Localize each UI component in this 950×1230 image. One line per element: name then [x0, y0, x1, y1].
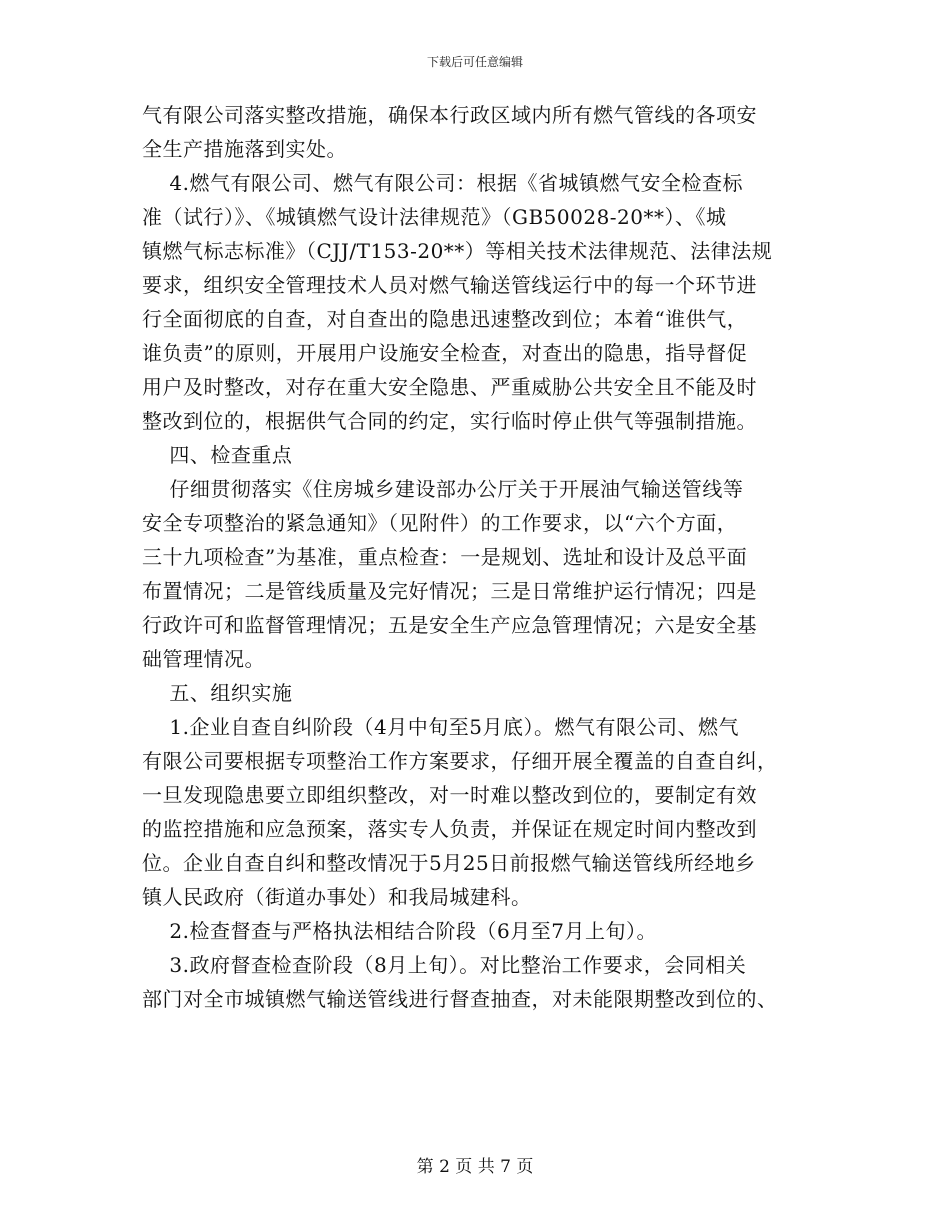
text-line: 的监控措施和应急预案，落实专人负责，并保证在规定时间内整改到: [142, 817, 757, 841]
text-line: 全生产措施落到实处。: [142, 137, 347, 161]
text-line: 用户及时整改，对存在重大安全隐患、严重威胁公共安全且不能及时: [142, 375, 757, 399]
text-line: 4.燃气有限公司、燃气有限公司：根据《省城镇燃气安全检查标: [142, 171, 744, 195]
text-line: 准（试行）》、《城镇燃气设计法律规范》（GB50028-20**）、《城: [142, 205, 727, 229]
text-line: 谁负责”的原则，开展用户设施安全检查，对查出的隐患，指导督促: [142, 341, 748, 365]
text-line: 位。企业自查自纠和整改情况于5月25日前报燃气输送管线所经地乡: [142, 851, 756, 875]
text-line: 气有限公司落实整改措施，确保本行政区域内所有燃气管线的各项安: [142, 103, 757, 127]
page-header: 下载后可任意编辑: [426, 55, 523, 69]
text-line: 安全专项整治的紧急通知》（见附件）的工作要求，以“六个方面，: [142, 511, 738, 535]
text-line: 1.企业自查自纠阶段（4月中旬至5月底）。燃气有限公司、燃气: [142, 715, 739, 739]
text-line: 部门对全市城镇燃气输送管线进行督查抽查，对未能限期整改到位的、: [142, 987, 778, 1011]
text-line: 镇人民政府（街道办事处）和我局城建科。: [142, 885, 532, 909]
text-line: 整改到位的，根据供气合同的约定，实行临时停止供气等强制措施。: [142, 409, 757, 433]
page-number: 第 2 页 共 7 页: [416, 1157, 534, 1177]
section-heading: 五、组织实施: [142, 681, 293, 705]
document-body: [142, 98, 810, 1016]
text-line: 有限公司要根据专项整治工作方案要求，仔细开展全覆盖的自查自纠，: [142, 749, 778, 773]
text-line: 行政许可和监督管理情况；五是安全生产应急管理情况；六是安全基: [142, 613, 757, 637]
text-line: 一旦发现隐患要立即组织整改，对一时难以整改到位的，要制定有效: [142, 783, 757, 807]
text-line: 要求，组织安全管理技术人员对燃气输送管线运行中的每一个环节进: [142, 273, 757, 297]
text-line: 行全面彻底的自查，对自查出的隐患迅速整改到位；本着“谁供气，: [142, 307, 748, 331]
text-line: 镇燃气标志标准》（CJJ/T153-20**）等相关技术法律规范、法律法规: [142, 239, 773, 263]
section-heading: 四、检查重点: [142, 443, 293, 467]
text-line: 三十九项检查”为基准，重点检查：一是规划、选址和设计及总平面: [142, 545, 748, 569]
text-line: 础管理情况。: [142, 647, 265, 671]
text-line: 布置情况；二是管线质量及完好情况；三是日常维护运行情况；四是: [142, 579, 757, 603]
text-line: 2.检查督查与严格执法相结合阶段（6月至7月上旬）。: [142, 919, 657, 943]
text-line: 3.政府督查检查阶段（8月上旬）。对比整治工作要求，会同相关: [142, 953, 747, 977]
text-line: 仔细贯彻落实《住房城乡建设部办公厅关于开展油气输送管线等: [142, 477, 744, 501]
